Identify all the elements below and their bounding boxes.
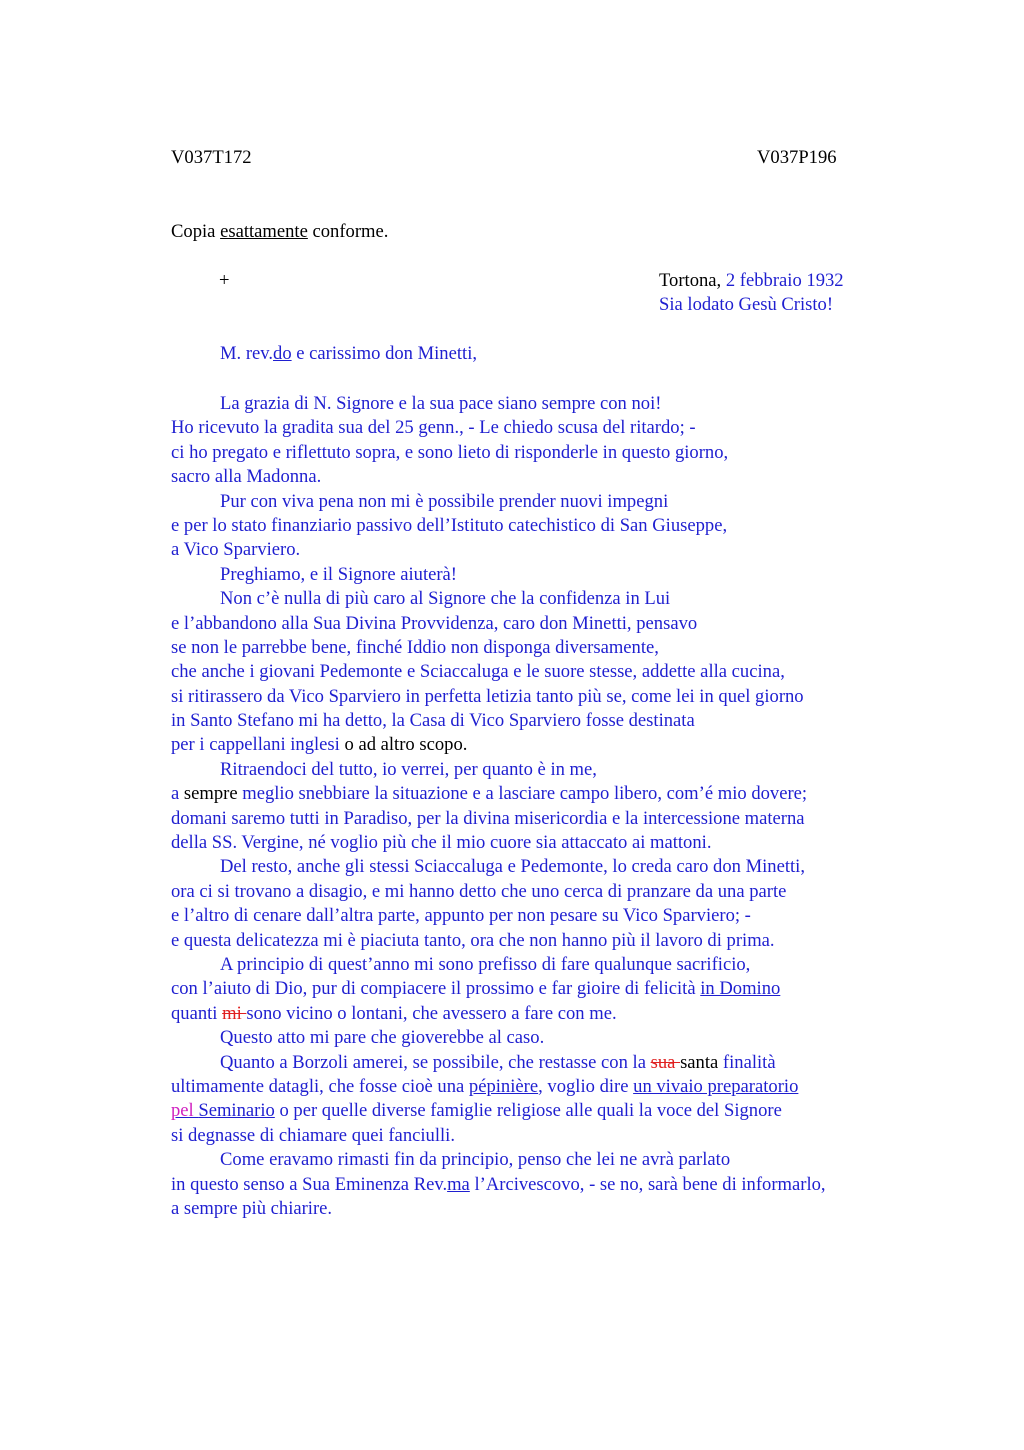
text-segment-inserted: pel xyxy=(171,1100,199,1122)
salutation-underlined: do xyxy=(273,343,292,364)
salutation-post: e carissimo don Minetti, xyxy=(291,343,478,364)
salutation-pre: M. rev. xyxy=(220,343,274,364)
text-segment: , voglio dire xyxy=(538,1075,634,1097)
text-line: se non le parrebbe bene, finché Iddio non disponga diversamente, xyxy=(171,636,659,658)
text-segment-black: o ad altro scopo. xyxy=(339,734,468,756)
text-line: della SS. Vergine, né voglio più che il mio cuore sia attaccato ai mattoni. xyxy=(171,832,712,854)
text-line: La grazia di N. Signore e la sua pace siano sempre con noi! xyxy=(220,393,662,414)
text-line: in Santo Stefano mi ha detto, la Casa di Vico Sparviero fosse destinata xyxy=(171,710,695,732)
text-line: Preghiamo, e il Signore aiuterà! xyxy=(220,563,457,585)
salutation xyxy=(220,342,477,366)
text-segment: finalità xyxy=(718,1051,776,1073)
text-line: A principio di quest’anno mi sono prefisso di fare qualunque sacrificio, xyxy=(220,953,751,975)
copy-note-pre: Copia xyxy=(171,221,221,242)
text-line xyxy=(171,977,911,1001)
text-segment: con l’aiuto di Dio, pur di compiacere il prossimo e far gioire di felicità xyxy=(171,978,701,1000)
text-line xyxy=(171,782,911,806)
text-line: Questo atto mi pare che gioverebbe al caso. xyxy=(220,1027,545,1049)
copy-note-underlined: esattamente xyxy=(220,221,308,242)
text-line: sacro alla Madonna. xyxy=(171,466,322,488)
text-line: Come eravamo rimasti fin da principio, penso che lei ne avrà parlato xyxy=(220,1149,731,1171)
text-segment-deleted: sua xyxy=(650,1051,681,1073)
cross-symbol: + xyxy=(219,270,230,291)
text-segment: Quanto a Borzoli amerei, se possibile, che restasse con la xyxy=(220,1051,651,1073)
copy-note-post: conforme. xyxy=(307,221,389,242)
text-segment-underlined: pépinière xyxy=(468,1075,539,1097)
place: Tortona, xyxy=(659,270,726,291)
date: 2 febbraio 1932 xyxy=(725,270,844,291)
text-segment: a xyxy=(171,783,184,805)
place-date xyxy=(659,269,844,293)
text-segment-black: sempre xyxy=(183,783,238,805)
text-line: Ritraendoci del tutto, io verrei, per quanto è in me, xyxy=(220,758,597,780)
text-line xyxy=(171,1099,911,1123)
text-line: Pur con viva pena non mi è possibile prender nuovi impegni xyxy=(220,490,669,512)
text-line: si degnasse di chiamare quei fanciulli. xyxy=(171,1124,455,1146)
letter-body xyxy=(171,392,911,1221)
text-segment: per i cappellani inglesi xyxy=(171,734,340,756)
header-left-code: V037T172 xyxy=(171,147,252,168)
text-line: Non c’è nulla di più caro al Signore che la confidenza in Lui xyxy=(220,588,671,610)
text-line: domani saremo tutti in Paradiso, per la divina misericordia e la intercessione materna xyxy=(171,807,805,829)
text-line: e questa delicatezza mi è piaciuta tanto, ora che non hanno più il lavoro di prima. xyxy=(171,929,775,951)
text-segment-black: santa xyxy=(680,1051,719,1073)
text-segment: meglio snebbiare la situazione e a lasciare campo libero, com’é mio dovere; xyxy=(237,783,808,805)
text-line: Del resto, anche gli stessi Sciaccaluga e Pedemonte, lo creda caro don Minetti, xyxy=(220,856,805,878)
text-segment-underlined: in Domino xyxy=(700,978,781,1000)
text-segment-underlined: ma xyxy=(447,1173,470,1195)
text-line: a sempre più chiarire. xyxy=(171,1197,333,1219)
text-segment: ultimamente datagli, che fosse cioè una xyxy=(171,1075,469,1097)
text-segment: quanti xyxy=(171,1002,223,1024)
text-line xyxy=(171,1002,911,1026)
text-line: a Vico Sparviero. xyxy=(171,539,301,561)
text-line: e l’abbandono alla Sua Divina Provvidenza, caro don Minetti, pensavo xyxy=(171,612,698,634)
text-segment: l’Arcivescovo, - se no, sarà bene di informarlo, xyxy=(469,1173,826,1195)
text-line: Ho ricevuto la gradita sua del 25 genn., - Le chiedo scusa del ritardo; - xyxy=(171,417,696,439)
text-segment: o per quelle diverse famiglie religiose alle quali la voce del Signore xyxy=(274,1100,782,1122)
greeting: Sia lodato Gesù Cristo! xyxy=(659,294,834,315)
text-line xyxy=(171,1173,911,1197)
text-line: che anche i giovani Pedemonte e Sciaccaluga e le suore stesse, addette alla cucina, xyxy=(171,661,785,683)
text-line xyxy=(171,733,911,757)
header-right-code: V037P196 xyxy=(757,147,837,168)
text-line: ci ho pregato e riflettuto sopra, e sono lieto di risponderle in questo giorno, xyxy=(171,441,729,463)
text-line xyxy=(171,1075,911,1099)
text-segment: in questo senso a Sua Eminenza Rev. xyxy=(171,1173,448,1195)
copy-note xyxy=(171,220,388,244)
text-segment: sono vicino o lontani, che avessero a fare con me. xyxy=(246,1002,617,1024)
text-line: si ritirassero da Vico Sparviero in perfetta letizia tanto più se, come lei in quel giorno xyxy=(171,685,804,707)
text-line: e per lo stato finanziario passivo dell’Istituto catechistico di San Giuseppe, xyxy=(171,514,728,536)
text-line: ora ci si trovano a disagio, e mi hanno detto che uno cerca di pranzare da una parte xyxy=(171,880,787,902)
text-line xyxy=(171,1051,911,1075)
text-segment-underlined: un vivaio preparatorio xyxy=(633,1075,799,1097)
text-segment-underlined: Seminario xyxy=(198,1100,275,1122)
text-segment-deleted: mi xyxy=(222,1002,247,1024)
text-line: e l’altro di cenare dall’altra parte, appunto per non pesare su Vico Sparviero; - xyxy=(171,905,751,927)
